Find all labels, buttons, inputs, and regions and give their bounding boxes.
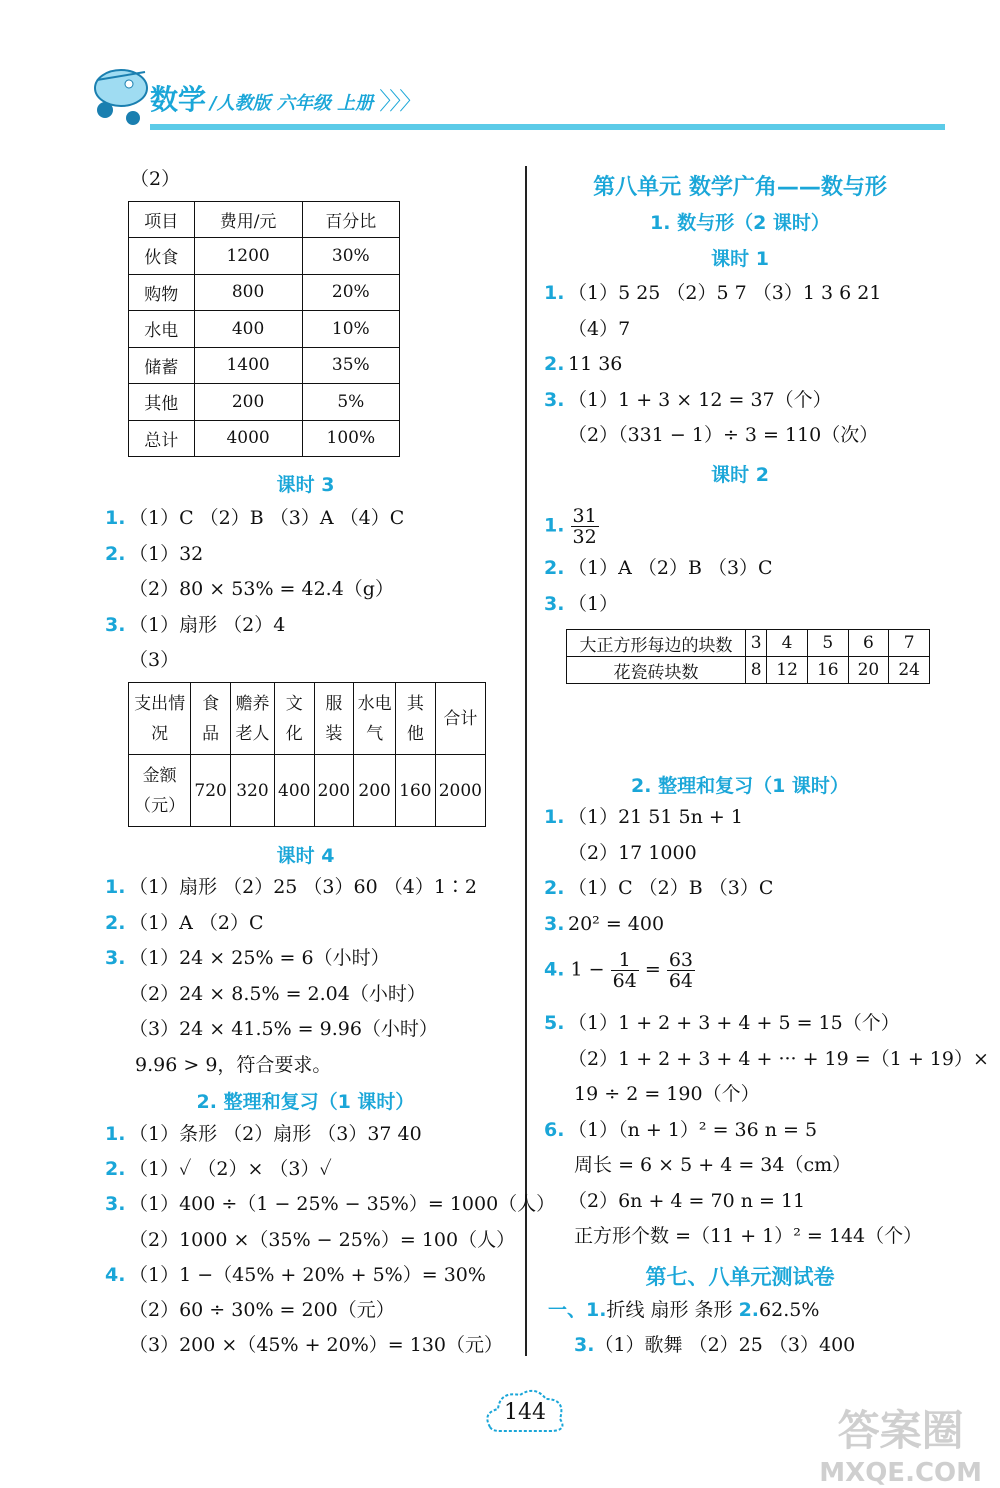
question-number: 3. — [574, 1334, 595, 1356]
answer-text: （1）C （2）B （3）C — [568, 877, 774, 899]
expense-table — [128, 201, 400, 457]
table-cell: 200 — [314, 755, 354, 827]
section-heading: 课时 2 — [711, 464, 769, 486]
question-number: 2. — [544, 353, 565, 375]
table-cell: 4000 — [194, 420, 302, 457]
answer-text: （2）60 ÷ 30% = 200（元） — [129, 1299, 395, 1321]
spending-table — [128, 682, 486, 827]
answer-text: （3）24 × 41.5% = 9.96（小时） — [129, 1018, 438, 1040]
question-number: 1. — [544, 806, 565, 828]
page-number: 144 — [504, 1400, 546, 1425]
table-cell: 400 — [194, 311, 302, 348]
table-cell: 20% — [302, 274, 399, 311]
header-subject: 数学 — [150, 83, 207, 116]
table-cell: 水电气 — [354, 683, 396, 755]
header-edition: /人教版 六年级 上册 — [210, 93, 374, 114]
question-number: 2. — [738, 1299, 760, 1321]
table-cell: 食品 — [191, 683, 231, 755]
answer-line — [544, 840, 697, 866]
table-cell: 16 — [807, 657, 848, 684]
answer-text: （1）A （2）B （3）C — [568, 557, 773, 579]
watermark-url: MXQE.COM — [819, 1458, 982, 1488]
table-row — [129, 420, 400, 457]
answer-line — [548, 1297, 819, 1323]
table-cell: 400 — [274, 755, 314, 827]
column-divider — [525, 166, 527, 1356]
tile-table — [566, 629, 930, 684]
table-cell: 购物 — [129, 274, 195, 311]
section-heading: 课时 3 — [276, 474, 335, 496]
table-cell: 大正方形每边的块数 — [567, 630, 746, 657]
table-row — [129, 202, 400, 238]
answer-text: （1）1 + 2 + 3 + 4 + 5 = 15（个） — [568, 1012, 900, 1034]
answer-text: （2）24 × 8.5% = 2.04（小时） — [129, 982, 426, 1005]
answer-line — [105, 910, 263, 936]
answer-line — [105, 1121, 422, 1147]
fraction — [611, 950, 639, 991]
answer-text: （1）扇形 （2）4 — [129, 613, 286, 636]
fraction-denominator: 64 — [668, 970, 693, 992]
table-cell: 1200 — [194, 238, 302, 275]
answer-text: （1） — [568, 592, 619, 615]
equals-sign: = — [644, 958, 661, 981]
question-number: 1. — [544, 514, 565, 537]
table-cell: 30% — [302, 238, 399, 275]
section-heading: 课时 1 — [711, 248, 769, 270]
answer-line — [574, 1332, 855, 1358]
table-cell: 5 — [807, 630, 848, 657]
answer-line — [544, 1081, 760, 1107]
table-row — [129, 384, 400, 421]
fraction — [667, 950, 695, 991]
question-number: 2. — [105, 542, 126, 565]
table-cell: 服装 — [314, 683, 354, 755]
question-number: 2. — [105, 1158, 126, 1181]
answer-text: （1）扇形 （2）25 （3）60 （4）1∶2 — [129, 876, 478, 898]
answer-text: （2）1000 ×（35% − 25%）= 100（人） — [129, 1228, 516, 1251]
table-cell: 费用/元 — [194, 202, 302, 238]
table-cell: 320 — [230, 755, 274, 827]
answer-text: 62.5% — [759, 1299, 820, 1321]
question-number: 1. — [105, 876, 126, 898]
table-row — [129, 274, 400, 311]
question-number: 2. — [105, 911, 126, 934]
table-cell: 10% — [302, 311, 399, 348]
answer-line — [544, 316, 630, 342]
section-heading: 第七、八单元测试卷 — [645, 1265, 835, 1289]
question-number: 3. — [105, 1193, 126, 1216]
answer-line — [544, 950, 695, 991]
answer-line — [105, 874, 477, 900]
table-cell: 720 — [191, 755, 231, 827]
question-number: 3. — [105, 613, 126, 636]
question-number: 1. — [544, 282, 565, 304]
answer-text: 9.96 > 9，符合要求。 — [129, 1053, 332, 1076]
section-heading: 1. 数与形（2 课时） — [650, 212, 830, 234]
table-row — [129, 755, 486, 827]
table-row — [567, 630, 930, 657]
answer-text: （2）（331 − 1）÷ 3 = 110（次） — [568, 424, 879, 446]
answer-line — [544, 280, 881, 306]
table-cell: 4 — [767, 630, 808, 657]
answer-text: （1）条形 （2）扇形 （3）37 40 — [129, 1123, 422, 1145]
answer-text: （1）400 ÷（1 − 25% − 35%）= 1000（人） — [129, 1193, 556, 1216]
table-cell: 赡养老人 — [230, 683, 274, 755]
answer-line — [544, 506, 599, 547]
table-row — [129, 311, 400, 348]
fraction — [571, 506, 599, 547]
answer-line — [105, 1052, 331, 1078]
table-cell: 花瓷砖块数 — [567, 657, 746, 684]
watermark — [819, 1398, 982, 1488]
fraction-numerator: 1 — [611, 950, 639, 971]
table-cell: 其他 — [129, 384, 195, 421]
fraction-denominator: 64 — [612, 970, 637, 992]
table-cell: 金额（元） — [129, 755, 191, 827]
header-rule — [150, 124, 945, 130]
answer-text: （2）80 × 53% = 42.4（g） — [129, 578, 394, 600]
answer-text: （4）7 — [568, 317, 631, 340]
table-cell: 文化 — [274, 683, 314, 755]
answer-line — [105, 1332, 503, 1358]
answer-line — [544, 804, 743, 830]
chevron-right-icon: 〉〉〉 — [379, 87, 422, 115]
table-cell: 1400 — [194, 347, 302, 384]
answer-line — [105, 612, 285, 638]
answer-text: 周长 = 6 × 5 + 4 = 34（cm） — [568, 1154, 852, 1176]
question-number: 3. — [105, 947, 126, 969]
table-row — [567, 657, 930, 684]
table-cell: 支出情况 — [129, 683, 191, 755]
fraction-numerator: 31 — [572, 505, 597, 527]
table-cell: 7 — [889, 630, 930, 657]
table-cell: 3 — [746, 630, 767, 657]
question-number: 6. — [544, 1118, 565, 1141]
answer-text: （1）（n + 1）² = 36 n = 5 — [568, 1118, 818, 1141]
answer-line — [544, 422, 878, 448]
answer-text: （3） — [129, 649, 180, 671]
answer-line — [544, 911, 664, 937]
table-cell: 伙食 — [129, 238, 195, 275]
table-cell: 12 — [767, 657, 808, 684]
answer-text: （1）1 + 3 × 12 = 37（个） — [568, 388, 832, 411]
table-cell: 20 — [848, 657, 889, 684]
unit-title: 第八单元 数学广角——数与形 — [593, 175, 887, 200]
answer-text: （1）✓ （2）× （3）✓ — [129, 1158, 332, 1181]
question-number: 4. — [544, 958, 565, 981]
table-cell: 24 — [889, 657, 930, 684]
question-number: 1. — [105, 1123, 126, 1145]
table-cell: 水电 — [129, 311, 195, 348]
table-cell: 百分比 — [302, 202, 399, 238]
question-number: 3. — [544, 912, 565, 935]
answer-line — [544, 1117, 817, 1143]
table-cell: 8 — [746, 657, 767, 684]
answer-line — [105, 505, 404, 531]
section-heading: 课时 4 — [276, 845, 335, 867]
answer-line — [105, 1227, 515, 1253]
answer-text: （1）32 — [129, 542, 204, 565]
answer-line — [105, 1191, 555, 1217]
answer-line — [105, 945, 390, 971]
table-cell: 160 — [396, 755, 436, 827]
question-number: 一、1. — [548, 1299, 607, 1321]
answer-line — [105, 541, 203, 567]
answer-text: （1）5 25 （2）5 7 （3）1 3 6 21 — [568, 282, 882, 304]
table-cell: 其他 — [396, 683, 436, 755]
answer-text: 正方形个数 =（11 + 1）² = 144（个） — [568, 1225, 923, 1247]
header-title — [150, 78, 421, 118]
mascot-logo-icon — [85, 58, 155, 130]
fraction-denominator: 32 — [572, 526, 597, 548]
answer-text: （1）21 51 5n + 1 — [568, 806, 743, 828]
answer-line — [105, 1297, 395, 1323]
table-row — [129, 347, 400, 384]
fraction-numerator: 63 — [668, 949, 693, 971]
answer-line — [544, 1010, 900, 1036]
answer-line — [105, 576, 394, 602]
table-cell: 5% — [302, 384, 399, 421]
question-number: 4. — [105, 1263, 126, 1286]
section-heading: 2. 整理和复习（1 课时） — [196, 1091, 415, 1113]
answer-text: 11 36 — [568, 353, 623, 375]
question-number: 3. — [544, 388, 565, 411]
table-row — [129, 683, 486, 755]
answer-line — [105, 1262, 486, 1288]
table-cell: 35% — [302, 347, 399, 384]
answer-text: 19 ÷ 2 = 190（个） — [568, 1083, 760, 1105]
answer-line — [544, 555, 773, 581]
answer-line — [544, 1046, 989, 1072]
answer-text: （2）6n + 4 = 70 n = 11 — [568, 1189, 806, 1212]
answer-line — [544, 1223, 922, 1249]
table-cell: 总计 — [129, 420, 195, 457]
answer-text: （1）C （2）B （3）A （4）C — [129, 507, 405, 529]
part-label: （2） — [130, 168, 181, 190]
question-number: 2. — [544, 557, 565, 579]
table-cell: 2000 — [435, 755, 485, 827]
question-number: 3. — [544, 592, 565, 615]
table-cell: 200 — [194, 384, 302, 421]
answer-line — [544, 591, 618, 617]
answer-line — [544, 387, 832, 413]
answer-text: 20² = 400 — [568, 912, 665, 935]
table-row — [129, 238, 400, 275]
answer-text: （1）1 −（45% + 20% + 5%）= 30% — [129, 1263, 486, 1286]
answer-text: 折线 扇形 条形 — [606, 1299, 739, 1321]
table-cell: 储蓄 — [129, 347, 195, 384]
answer-line — [544, 875, 773, 901]
table-cell: 合计 — [435, 683, 485, 755]
answer-line — [105, 981, 426, 1007]
question-number: 5. — [544, 1012, 565, 1034]
answer-line — [544, 1152, 851, 1178]
answer-text: （2）17 1000 — [568, 841, 697, 864]
table-cell: 6 — [848, 630, 889, 657]
answer-text: （3）200 ×（45% + 20%）= 130（元） — [129, 1334, 503, 1357]
answer-line — [544, 351, 622, 377]
expression-text: 1 − — [570, 958, 605, 981]
table-cell: 800 — [194, 274, 302, 311]
answer-text: （2）1 + 2 + 3 + 4 + ··· + 19 =（1 + 19）× — [568, 1047, 989, 1070]
question-number: 2. — [544, 877, 565, 899]
section-heading: 2. 整理和复习（1 课时） — [631, 775, 849, 797]
table-cell: 200 — [354, 755, 396, 827]
watermark-logo-text: 答案圈 — [837, 1406, 964, 1455]
answer-line — [544, 1188, 805, 1214]
answer-text: （1）A （2）C — [129, 911, 264, 934]
question-number: 1. — [105, 507, 126, 529]
answer-line — [105, 647, 179, 673]
answer-line — [105, 1016, 438, 1042]
table-cell: 100% — [302, 420, 399, 457]
answer-line — [105, 1156, 332, 1182]
answer-text: （1）24 × 25% = 6（小时） — [129, 947, 390, 969]
table-cell: 项目 — [129, 202, 195, 238]
answer-text: （1）歌舞 （2）25 （3）400 — [594, 1334, 856, 1356]
